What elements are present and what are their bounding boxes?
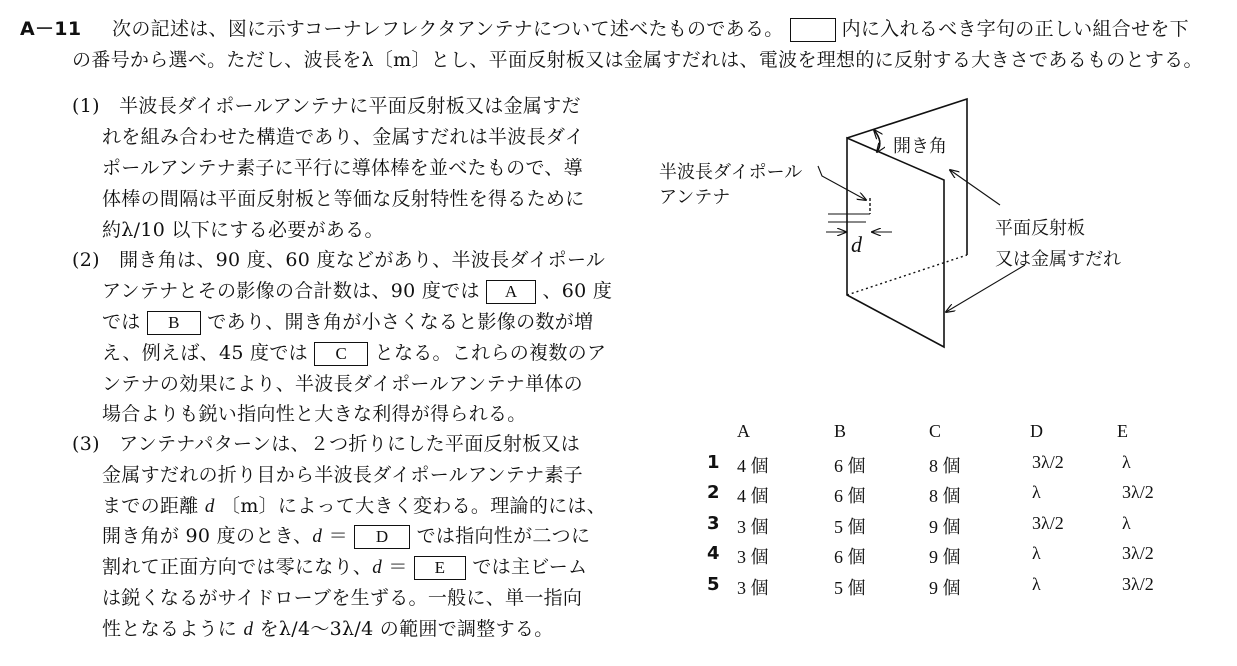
cell-e: λ [1122, 513, 1131, 533]
cell-e: λ [1122, 452, 1131, 472]
cell-b: 6 個 [834, 456, 866, 476]
item1-line: (1) 半波長ダイポールアンテナに平面反射板又は金属すだ [72, 95, 581, 117]
item3-text: 〔m〕によって大きく変わる。理論的には、 [221, 495, 607, 517]
item2-line: ンテナの効果により、半波長ダイポールアンテナ単体の [102, 373, 583, 395]
cell-a: 4 個 [737, 456, 769, 476]
row-number: 2 [707, 482, 720, 503]
cell-c: 9 個 [929, 547, 961, 567]
item3-text: までの距離 [102, 495, 199, 517]
label-reflector-line2: 又は金属すだれ [995, 249, 1121, 270]
cell-e: 3λ/2 [1122, 543, 1154, 563]
item2-text: では [102, 311, 141, 333]
cell-c: 9 個 [929, 578, 961, 598]
question-intro-line2: の番号から選べ。ただし、波長をλ〔m〕とし、平面反射板又は金属すだれは、電波を理想的に反射する大きさであるものとする。 [72, 49, 1203, 71]
item2-text: え、例えば、45 度では [102, 342, 308, 364]
item1-line: れを組み合わせた構造であり、金属すだれは半波長ダイ [102, 126, 585, 148]
equals-sign: ＝ [328, 525, 348, 547]
cell-a: 3 個 [737, 547, 769, 567]
variable-d: d [372, 557, 383, 578]
cell-a: 3 個 [737, 578, 769, 598]
cell-d: 3λ/2 [1032, 452, 1064, 472]
item1-line: 約λ/10 以下にする必要がある。 [102, 219, 384, 241]
item2-line: 場合よりも鋭い指向性と大きな利得が得られる。 [102, 403, 527, 425]
item3-line: は鋭くなるがサイドローブを生ずる。一般に、単一指向 [102, 587, 583, 609]
item1-line: 体棒の間隔は平面反射板と等価な反射特性を得るために [102, 188, 585, 210]
row-number: 4 [707, 543, 720, 564]
item3-line: (3) アンテナパターンは、２つ折りにした平面反射板又は [72, 433, 581, 455]
header-b: B [834, 421, 847, 441]
row-number: 5 [707, 574, 720, 595]
cell-c: 8 個 [929, 486, 961, 506]
cell-a: 4 個 [737, 486, 769, 506]
cell-b: 5 個 [834, 517, 866, 537]
label-d: d [851, 232, 862, 257]
header-d: D [1030, 421, 1043, 441]
blank-b: B [147, 311, 201, 335]
label-dipole-line2: アンテナ [659, 187, 731, 208]
question-number: A－11 [20, 18, 82, 40]
item2-text: アンテナとその影像の合計数は、90 度では [102, 280, 480, 302]
blank-e: E [414, 556, 466, 580]
cell-d: λ [1032, 543, 1041, 563]
intro-text-before-box: 次の記述は、図に示すコーナレフレクタアンテナについて述べたものである。 [112, 18, 784, 40]
item2-text: 、60 度 [542, 280, 613, 302]
cell-e: 3λ/2 [1122, 482, 1154, 502]
cell-d: λ [1032, 482, 1041, 502]
cell-d: λ [1032, 574, 1041, 594]
item3-text: 割れて正面方向では零になり、 [102, 556, 373, 578]
blank-c: C [314, 342, 368, 366]
item2-line: (2) 開き角は、90 度、60 度などがあり、半波長ダイポール [72, 249, 606, 271]
cell-a: 3 個 [737, 517, 769, 537]
item3-text: 性となるように [102, 618, 238, 640]
row-number: 1 [707, 452, 720, 473]
cell-b: 5 個 [834, 578, 866, 598]
header-c: C [929, 421, 942, 441]
row-number: 3 [707, 513, 720, 534]
item2-text: であり、開き角が小さくなると影像の数が増 [207, 311, 594, 333]
variable-d: d [312, 526, 323, 547]
item3-text: では指向性が二つに [416, 525, 591, 547]
variable-d: d [243, 619, 254, 640]
blank-d: D [354, 525, 410, 549]
intro-text-after-box: 内に入れるべき字句の正しい組合せを下 [841, 18, 1189, 40]
item3-text: をλ/4〜3λ/4 の範囲で調整する。 [259, 618, 554, 640]
item3-text: 開き角が 90 度のとき、 [102, 525, 313, 547]
equals-sign: ＝ [388, 556, 408, 578]
blank-a: A [486, 280, 536, 304]
label-reflector-line1: 平面反射板 [995, 218, 1085, 239]
label-opening-angle: 開き角 [893, 136, 947, 157]
header-e: E [1117, 421, 1128, 441]
item3-text: では主ビーム [472, 556, 588, 578]
cell-c: 8 個 [929, 456, 961, 476]
cell-d: 3λ/2 [1032, 513, 1064, 533]
header-a: A [737, 421, 750, 441]
variable-d: d [204, 496, 215, 517]
item1-line: ポールアンテナ素子に平行に導体棒を並べたもので、導 [102, 157, 583, 179]
cell-c: 9 個 [929, 517, 961, 537]
cell-e: 3λ/2 [1122, 574, 1154, 594]
item3-line: 金属すだれの折り目から半波長ダイポールアンテナ素子 [102, 464, 583, 486]
label-dipole-line1: 半波長ダイポール [659, 162, 803, 183]
cell-b: 6 個 [834, 486, 866, 506]
item2-text: となる。これらの複数のア [374, 342, 607, 364]
cell-b: 6 個 [834, 547, 866, 567]
